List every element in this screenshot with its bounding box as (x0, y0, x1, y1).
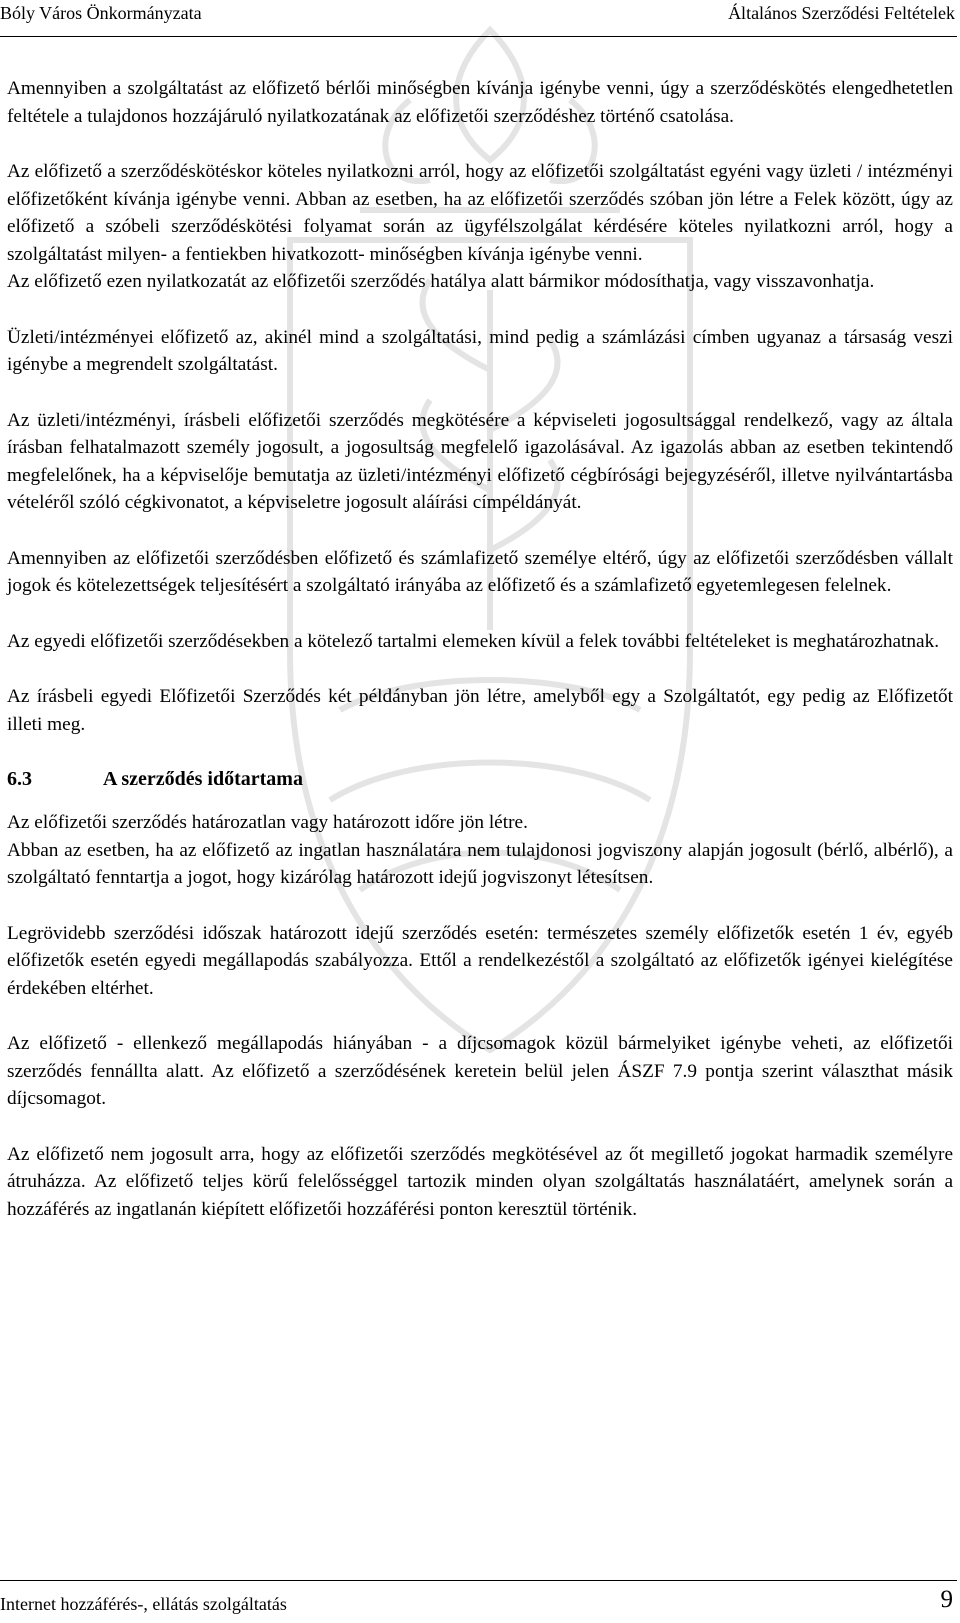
page-number: 9 (940, 1586, 953, 1613)
paragraph: Az előfizető nem jogosult arra, hogy az előfizetői szerződés megkötésével az őt megillető jogokat harmadik személyre átruházza. Az előfizető teljes körű felelősséggel tartozik minden olyan szolgáltatás használatáért, amelynek során a hozzáférés az ingatlanán kiépített előfizetői hozzáférési ponton keresztül történik. (7, 1143, 953, 1220)
page-footer (0, 1580, 957, 1623)
paragraph: Amennyiben az előfizetői szerződésben előfizető és számlafizető személye eltérő, úgy az előfizetői szerződésben vállalt jogok és kötelezettségek teljesítésért a szolgáltató irányába az előfizető és a számlafizető egyetemlegesen felelnek. (7, 547, 953, 596)
paragraph: Az előfizető a szerződéskötéskor köteles nyilatkozni arról, hogy az előfizetői szolgáltatást egyéni vagy üzleti / intézményi előfizetőként kívánja igénybe venni. Abban az esetben, ha az előfizetői szerződés szóban jön létre a Felek között, úgy az előfizető a szóbeli szerződéskötési folyamat során az ügyfélszolgálat kérdésére köteles nyilatkozni arról, hogy a szolgáltatást milyen- a fentiekben hivatkozott- minőségben kívánja igénybe venni. (7, 161, 953, 265)
paragraph: Az előfizető - ellenkező megállapodás hiányában - a díjcsomagok közül bármelyiket igénybe veheti, az előfizetői szerződés fennállta alatt. Az előfizető a szerződésének keretein belül jelen ÁSZF 7.9 pontja szerint választhat másik díjcsomagot. (7, 1033, 953, 1109)
paragraph: Az írásbeli egyedi Előfizetői Szerződés két példányban jön létre, amelyből egy a Szolgáltatót, egy pedig az Előfizetőt illeti meg. (7, 686, 953, 735)
paragraph: Az előfizető ezen nyilatkozatát az előfizetői szerződés hatálya alatt bármikor módosíthatja, vagy visszavonhatja. (7, 271, 875, 292)
header-organization: Bóly Város Önkormányzata (0, 3, 202, 23)
paragraph: Az előfizetői szerződés határozatlan vagy határozott időre jön létre. (7, 812, 528, 833)
paragraph: Legrövidebb szerződési időszak határozott idejű szerződés esetén: természetes személy előfizetők esetén 1 év, egyéb előfizetők esetén egyedi megállapodás szabályozza. Ettől a rendelkezéstől a szolgáltató az előfizetők igényei kielégítése érdekében eltérhet. (7, 922, 953, 999)
paragraph: Amennyiben a szolgáltatást az előfizető bérlői minőségben kívánja igénybe venni, úgy a szerződéskötés elengedhetetlen feltétele a tulajdonos hozzájáruló nyilatkozatának az előfizetői szerződéshez történő csatolása. (7, 78, 953, 127)
footer-service-name: Internet hozzáférés-, ellátás szolgáltatás (0, 1594, 287, 1614)
paragraph: Üzleti/intézményei előfizető az, akinél mind a szolgáltatási, mind pedig a számlázási címben ugyanaz a társaság veszi igénybe a megrendelt szolgáltatást. (7, 326, 953, 375)
paragraph: Az egyedi előfizetői szerződésekben a kötelező tartalmi elemeken kívül a felek további feltételeket is meghatározhatnak. (7, 630, 940, 652)
section-heading (7, 766, 953, 793)
document-body (7, 75, 953, 1251)
section-title: A szerződés időtartama (103, 768, 303, 790)
header-document-title: Általános Szerződési Feltételek (728, 3, 955, 23)
paragraph: Az üzleti/intézményi, írásbeli előfizetői szerződés megkötésére a képviseleti jogosultsággal rendelkező, vagy az általa írásban felhatalmazott személy jogosult, a jogosultság megfelelő igazolásával. Az igazolás abban az esetben tekintendő megfelelőnek, ha a képviselője bemutatja az üzleti/intézményi előfizető cégbírósági bejegyzéséről, illetve nyilvántartásba vételéről szóló cégkivonatot, a képviseletre jogosult aláírási címpéldányát. (7, 409, 953, 513)
paragraph: Abban az esetben, ha az előfizető az ingatlan használatára nem tulajdonosi jogviszony alapján jogosult (bérlő, albérlő), a szolgáltató fenntartja a jogot, hogy kizárólag határozott idejű jogviszonyt létesítsen. (7, 839, 953, 888)
section-number: 6.3 (7, 768, 32, 790)
